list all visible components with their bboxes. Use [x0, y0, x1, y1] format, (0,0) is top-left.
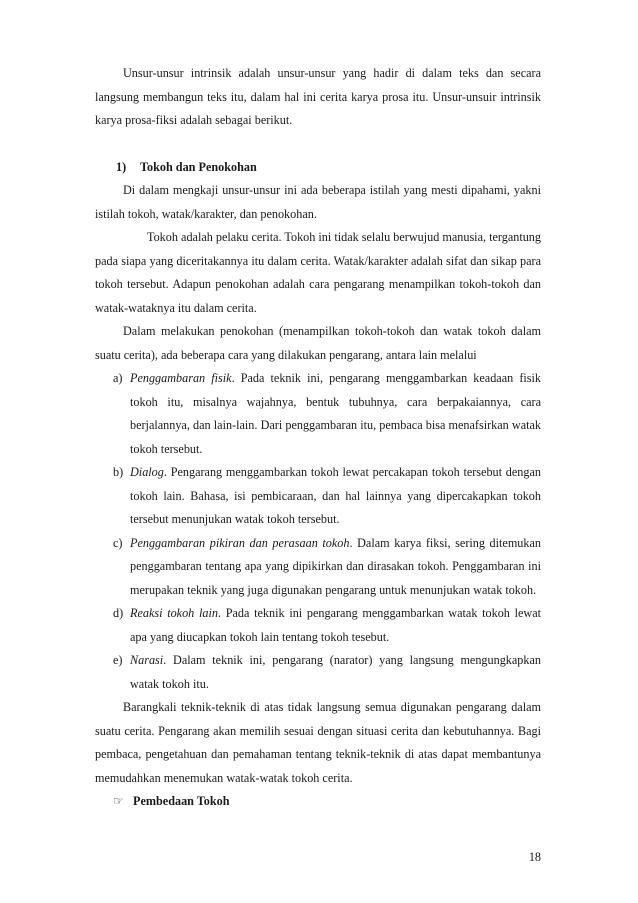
list-marker: d)	[113, 606, 124, 620]
page-number: 18	[528, 850, 541, 864]
subheading	[113, 790, 541, 814]
technique-description: . Dalam teknik ini, pengarang (narator) yang langsung mengungkapkan watak tokoh itu.	[130, 653, 541, 691]
page-content	[95, 62, 541, 814]
list-item	[95, 602, 541, 649]
list-marker: b)	[113, 465, 124, 479]
technique-description: . Pada teknik ini, pengarang menggambarkan keadaan fisik tokoh itu, misalnya wajahnya, bentuk tubuhnya, cara berpakaiannya, cara berjalannya, dan lain-lain. Dari penggambaran itu, pembaca bisa menafsirkan watak tokoh tersebut.	[130, 371, 541, 456]
list-item	[95, 532, 541, 603]
list-marker: e)	[113, 653, 123, 667]
paragraph-definitions: Di dalam mengkaji unsur-unsur ini ada beberapa istilah yang mesti dipahami, yakni istilah tokoh, watak/karakter, dan penokohan.	[95, 183, 541, 221]
technique-term: Narasi	[130, 653, 164, 667]
pointing-hand-icon: ☞	[113, 794, 124, 808]
subheading-title: Pembedaan Tokoh	[133, 794, 230, 808]
technique-list	[95, 367, 541, 696]
list-item	[95, 461, 541, 532]
technique-term: Penggambaran pikiran dan perasaan tokoh	[130, 535, 350, 550]
section-title: Tokoh dan Penokohan	[140, 159, 257, 174]
section-number: 1)	[116, 159, 127, 174]
paragraph-penokohan: Dalam melakukan penokohan (menampilkan tokoh-tokoh dan watak tokoh dalam suatu cerita), ada beberapa cara yang dilakukan pengarang, antara lain melalui	[95, 324, 541, 362]
paragraph-tokoh: Tokoh adalah pelaku cerita. Tokoh ini tidak selalu berwujud manusia, tergantung pada siapa yang diceritakannya itu dalam cerita. Watak/karakter adalah sifat dan sikap para tokoh tersebut. Adapun penokohan adalah cara pengarang menampilkan tokoh-tokoh dan watak-wataknya itu dalam cerita.	[95, 230, 541, 315]
technique-term: Penggambaran fisik	[130, 371, 232, 385]
section-heading	[116, 156, 541, 180]
list-marker: a)	[113, 371, 123, 385]
closing-paragraph: Barangkali teknik-teknik di atas tidak langsung semua digunakan pengarang dalam suatu cerita. Pengarang akan memilih sesuai dengan situasi cerita dan kebutuhannya. Bagi pembaca, pengetahuan dan pemahaman tentang teknik-teknik di atas dapat membantunya memudahkan menemukan watak-watak tokoh cerita.	[95, 700, 541, 785]
list-item	[95, 649, 541, 696]
technique-term: Reaksi tokoh lain	[130, 606, 218, 620]
technique-description: . Dalam karya fiksi, sering ditemukan penggambaran tentang apa yang dipikirkan dan dirasakan tokoh. Penggambaran ini merupakan teknik yang juga digunakan pengarang untuk menunjukan watak tokoh.	[130, 535, 541, 597]
list-marker: c)	[113, 535, 123, 550]
technique-description: . Pada teknik ini pengarang menggambarkan watak tokoh lewat apa yang diucapkan tokoh lain tentang tokoh tesebut.	[130, 606, 541, 644]
intro-paragraph: Unsur-unsur intrinsik adalah unsur-unsur yang hadir di dalam teks dan secara langsung membangun teks itu, dalam hal ini cerita karya prosa itu. Unsur-unsuir intrinsik karya prosa-fiksi adalah sebagai berikut.	[95, 66, 541, 127]
technique-description: . Pengarang menggambarkan tokoh lewat percakapan tokoh tersebut dengan tokoh lain. Bahasa, isi pembicaraan, dan hal lainnya yang dipercakapkan tokoh tersebut menunjukan watak tokoh tersebut.	[130, 465, 541, 526]
list-item	[95, 367, 541, 461]
technique-term: Dialog	[130, 465, 164, 479]
